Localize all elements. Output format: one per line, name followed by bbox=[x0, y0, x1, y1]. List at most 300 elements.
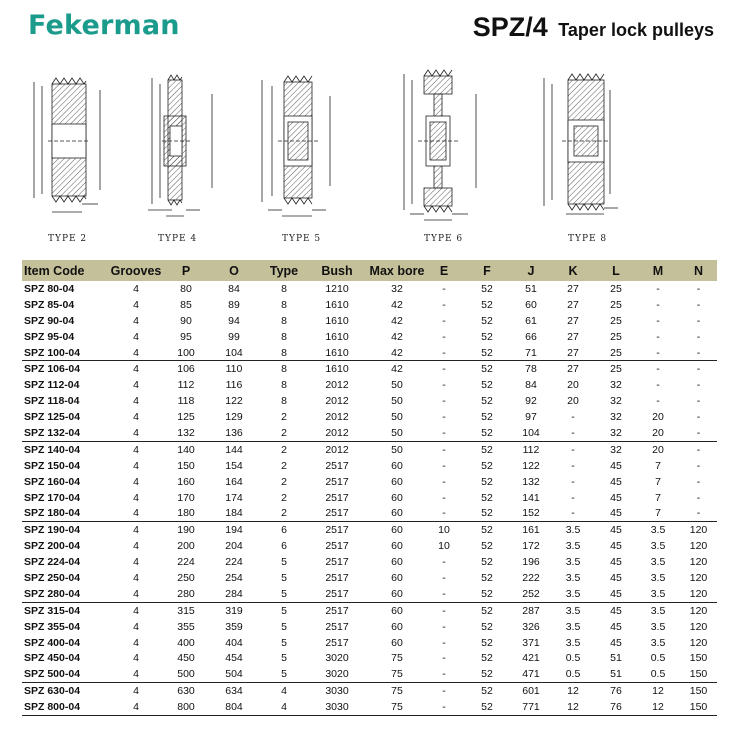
table-cell: 3.5 bbox=[565, 540, 581, 553]
table-cell: - bbox=[442, 459, 446, 472]
table-cell: 52 bbox=[462, 441, 512, 457]
type-8-label: TYPE 8 bbox=[568, 234, 608, 244]
table-cell: 196 bbox=[522, 556, 540, 569]
table-cell: 118 bbox=[177, 395, 195, 408]
table-cell: 184 bbox=[225, 507, 243, 520]
table-cell: 804 bbox=[206, 699, 262, 715]
table-cell: 42 bbox=[391, 298, 403, 311]
table-cell: 60 bbox=[391, 459, 403, 472]
table-cell: 7 bbox=[655, 507, 661, 520]
table-cell: - bbox=[656, 346, 660, 359]
table-cell: 45 bbox=[610, 540, 622, 553]
table-cell: 45 bbox=[610, 571, 622, 584]
table-cell: 45 bbox=[610, 556, 622, 569]
item-code-cell: SPZ 170-04 bbox=[24, 491, 81, 504]
table-cell: 45 bbox=[610, 620, 622, 633]
table-cell: 45 bbox=[596, 602, 636, 618]
table-cell: 2517 bbox=[325, 571, 349, 584]
table-cell: - bbox=[442, 556, 446, 569]
table-cell: 7 bbox=[655, 491, 661, 504]
table-cell: 50 bbox=[368, 441, 426, 457]
table-cell: 25 bbox=[596, 361, 636, 377]
table-cell: 52 bbox=[462, 522, 512, 538]
table-cell: - bbox=[656, 379, 660, 392]
table-cell: 4 bbox=[106, 522, 166, 538]
table-cell: 5 bbox=[281, 556, 287, 569]
table-row bbox=[22, 522, 717, 538]
type-5-label: TYPE 5 bbox=[282, 234, 322, 244]
table-cell: 60 bbox=[391, 636, 403, 649]
table-cell: 164 bbox=[225, 475, 243, 488]
table-cell: - bbox=[442, 587, 446, 600]
table-row bbox=[22, 635, 717, 651]
table-cell: - bbox=[696, 507, 701, 520]
item-code-cell: SPZ 355-04 bbox=[24, 620, 81, 633]
table-cell: 4 bbox=[262, 683, 306, 699]
table-cell: 50 bbox=[391, 379, 403, 392]
table-cell: 2517 bbox=[325, 491, 349, 504]
table-cell: 1610 bbox=[306, 361, 368, 377]
column-header: P bbox=[166, 260, 206, 281]
table-cell: 112 bbox=[177, 379, 195, 392]
table-cell: 8 bbox=[281, 346, 287, 359]
table-cell: 8 bbox=[281, 330, 287, 343]
table-cell: 222 bbox=[522, 571, 540, 584]
table-cell: 42 bbox=[391, 346, 403, 359]
column-header: Item Code bbox=[22, 260, 106, 281]
table-cell: - bbox=[656, 330, 660, 343]
item-code-cell: SPZ 630-04 bbox=[22, 683, 106, 699]
column-header: M bbox=[636, 260, 680, 281]
table-cell: 150 bbox=[680, 683, 717, 699]
table-cell: - bbox=[696, 395, 701, 408]
table-cell: - bbox=[696, 379, 701, 392]
table-cell: - bbox=[442, 411, 446, 424]
table-cell: 99 bbox=[228, 330, 240, 343]
table-cell: 5 bbox=[281, 668, 287, 681]
table-cell: 45 bbox=[610, 475, 622, 488]
table-cell: 120 bbox=[680, 522, 717, 538]
table-cell: - bbox=[656, 314, 660, 327]
table-cell: 471 bbox=[522, 668, 540, 681]
table-cell: 106 bbox=[166, 361, 206, 377]
table-cell: 4 bbox=[133, 395, 139, 408]
table-cell: 8 bbox=[281, 379, 287, 392]
table-cell: 27 bbox=[567, 330, 579, 343]
type-8-drawing bbox=[544, 74, 618, 214]
item-code-cell: SPZ 224-04 bbox=[24, 556, 81, 569]
table-row bbox=[22, 505, 717, 521]
table-cell: 32 bbox=[610, 379, 622, 392]
item-code-cell: SPZ 250-04 bbox=[24, 571, 81, 584]
table-cell: 52 bbox=[481, 411, 493, 424]
table-row bbox=[22, 458, 717, 474]
item-code-cell: SPZ 160-04 bbox=[24, 475, 81, 488]
table-cell: 8 bbox=[281, 282, 287, 295]
table-cell: 5 bbox=[281, 620, 287, 633]
type-2-drawing bbox=[34, 78, 100, 212]
table-cell: 5 bbox=[281, 652, 287, 665]
table-cell: 170 bbox=[177, 491, 195, 504]
table-cell: 0.5 bbox=[650, 668, 666, 681]
table-cell: 20 bbox=[652, 411, 664, 424]
table-cell: 52 bbox=[462, 361, 512, 377]
table-cell: - bbox=[442, 652, 446, 665]
table-cell: 52 bbox=[481, 459, 493, 472]
table-cell: 3.5 bbox=[565, 556, 581, 569]
table-cell: - bbox=[426, 361, 462, 377]
table-cell: 280 bbox=[177, 587, 195, 600]
table-cell: 94 bbox=[228, 314, 240, 327]
brand-logo: Fekerman bbox=[28, 10, 180, 41]
table-cell: 150 bbox=[177, 459, 195, 472]
table-cell: 95 bbox=[180, 330, 192, 343]
table-cell: 355 bbox=[177, 620, 195, 633]
table-cell: 4 bbox=[133, 459, 139, 472]
table-cell: 50 bbox=[391, 426, 403, 439]
table-cell: 3.5 bbox=[565, 636, 581, 649]
table-cell: - bbox=[442, 620, 446, 633]
table-cell: 84 bbox=[228, 282, 240, 295]
table-cell: - bbox=[426, 441, 462, 457]
table-cell: 4 bbox=[133, 507, 139, 520]
table-row bbox=[22, 650, 717, 666]
table-cell: - bbox=[442, 491, 446, 504]
type-4-drawing bbox=[148, 75, 212, 216]
table-row bbox=[22, 329, 717, 345]
table-cell: - bbox=[426, 602, 462, 618]
table-cell: 5 bbox=[281, 636, 287, 649]
table-cell: 4 bbox=[133, 636, 139, 649]
table-cell: 1610 bbox=[325, 346, 349, 359]
item-code-cell: SPZ 80-04 bbox=[24, 282, 75, 295]
table-cell: 45 bbox=[610, 587, 622, 600]
table-cell: 284 bbox=[225, 587, 243, 600]
table-cell: 32 bbox=[596, 441, 636, 457]
column-header: J bbox=[512, 260, 550, 281]
table-cell: - bbox=[442, 346, 446, 359]
table-cell: 4 bbox=[106, 361, 166, 377]
item-code-cell: SPZ 190-04 bbox=[22, 522, 106, 538]
table-cell: 140 bbox=[166, 441, 206, 457]
table-cell: 2 bbox=[262, 441, 306, 457]
column-header: E bbox=[426, 260, 462, 281]
table-cell: 32 bbox=[610, 411, 622, 424]
table-cell: 190 bbox=[166, 522, 206, 538]
item-code-cell: SPZ 118-04 bbox=[24, 395, 80, 408]
table-cell: 45 bbox=[610, 636, 622, 649]
type-6-label: TYPE 6 bbox=[424, 234, 464, 244]
table-cell: 89 bbox=[228, 298, 240, 311]
table-cell: 3030 bbox=[306, 699, 368, 715]
table-cell: 76 bbox=[596, 683, 636, 699]
type-2-label: TYPE 2 bbox=[48, 234, 88, 244]
table-cell: 4 bbox=[133, 540, 139, 553]
table-cell: - bbox=[442, 330, 446, 343]
table-cell: 141 bbox=[522, 491, 540, 504]
table-cell: 3020 bbox=[325, 652, 349, 665]
table-cell: 1210 bbox=[325, 282, 349, 295]
table-cell: 2012 bbox=[306, 441, 368, 457]
table-cell: - bbox=[696, 426, 701, 439]
table-cell: 27 bbox=[567, 346, 579, 359]
table-cell: 75 bbox=[391, 668, 403, 681]
table-cell: 60 bbox=[391, 475, 403, 488]
table-cell: 2517 bbox=[306, 602, 368, 618]
table-cell: - bbox=[442, 314, 446, 327]
table-cell: 112 bbox=[512, 441, 550, 457]
table-row bbox=[22, 699, 717, 715]
column-header: N bbox=[680, 260, 717, 281]
table-row bbox=[22, 393, 717, 409]
table-cell: 3.5 bbox=[650, 556, 666, 569]
table-cell: 4 bbox=[133, 620, 139, 633]
pulley-spec-table bbox=[22, 260, 717, 716]
table-body bbox=[22, 281, 717, 716]
table-cell: 75 bbox=[368, 699, 426, 715]
table-cell: 0.5 bbox=[565, 652, 581, 665]
table-cell: 7 bbox=[655, 459, 661, 472]
table-cell: 3.5 bbox=[636, 522, 680, 538]
product-subtitle: Taper lock pulleys bbox=[558, 20, 714, 40]
table-cell: 66 bbox=[525, 330, 537, 343]
table-cell: - bbox=[680, 441, 717, 457]
table-cell: 52 bbox=[481, 556, 493, 569]
table-cell: 315 bbox=[166, 602, 206, 618]
table-cell: - bbox=[636, 361, 680, 377]
table-cell: 161 bbox=[512, 522, 550, 538]
table-cell: 84 bbox=[525, 379, 537, 392]
table-cell: 4 bbox=[262, 699, 306, 715]
table-cell: 52 bbox=[481, 426, 493, 439]
table-cell: 172 bbox=[522, 540, 540, 553]
table-cell: 152 bbox=[522, 507, 540, 520]
table-cell: 4 bbox=[133, 491, 139, 504]
item-code-cell: SPZ 150-04 bbox=[24, 459, 81, 472]
table-cell: 10 bbox=[438, 540, 450, 553]
table-cell: 32 bbox=[610, 426, 622, 439]
table-cell: 78 bbox=[512, 361, 550, 377]
table-cell: 125 bbox=[177, 411, 195, 424]
table-cell: 194 bbox=[206, 522, 262, 538]
table-row bbox=[22, 425, 717, 441]
table-cell: 3.5 bbox=[650, 620, 666, 633]
table-cell: 71 bbox=[525, 346, 537, 359]
table-cell: 6 bbox=[262, 522, 306, 538]
table-cell: 400 bbox=[177, 636, 195, 649]
table-row bbox=[22, 313, 717, 329]
table-cell: - bbox=[426, 683, 462, 699]
table-cell: - bbox=[442, 426, 446, 439]
table-row bbox=[22, 474, 717, 490]
table-cell: 3030 bbox=[306, 683, 368, 699]
table-cell: 8 bbox=[281, 298, 287, 311]
table-cell: 5 bbox=[262, 602, 306, 618]
table-cell: 504 bbox=[225, 668, 243, 681]
column-header: Type bbox=[262, 260, 306, 281]
table-cell: 51 bbox=[610, 668, 622, 681]
table-cell: 25 bbox=[610, 314, 622, 327]
table-cell: 630 bbox=[166, 683, 206, 699]
table-cell: - bbox=[656, 298, 660, 311]
table-cell: 52 bbox=[481, 475, 493, 488]
table-cell: 45 bbox=[610, 491, 622, 504]
item-code-cell: SPZ 112-04 bbox=[24, 379, 80, 392]
table-cell: 52 bbox=[481, 330, 493, 343]
table-cell: 5 bbox=[281, 571, 287, 584]
table-cell: 3.5 bbox=[550, 602, 596, 618]
table-cell: 120 bbox=[680, 602, 717, 618]
item-code-cell: SPZ 280-04 bbox=[24, 587, 81, 600]
table-cell: 50 bbox=[391, 395, 403, 408]
table-cell: 52 bbox=[481, 636, 493, 649]
table-cell: 2 bbox=[281, 507, 287, 520]
table-cell: 12 bbox=[636, 683, 680, 699]
table-row bbox=[22, 297, 717, 313]
table-row bbox=[22, 570, 717, 586]
table-cell: 224 bbox=[177, 556, 195, 569]
item-code-cell: SPZ 95-04 bbox=[24, 330, 75, 343]
table-cell: 136 bbox=[225, 426, 243, 439]
table-cell: 45 bbox=[610, 459, 622, 472]
table-cell: 60 bbox=[391, 620, 403, 633]
table-cell: 4 bbox=[133, 346, 139, 359]
table-cell: 2517 bbox=[325, 620, 349, 633]
table-cell: 0.5 bbox=[650, 652, 666, 665]
table-cell: 60 bbox=[391, 556, 403, 569]
table-cell: - bbox=[571, 491, 575, 504]
table-cell: 25 bbox=[610, 330, 622, 343]
table-cell: 10 bbox=[426, 522, 462, 538]
table-cell: 92 bbox=[525, 395, 537, 408]
table-cell: 42 bbox=[391, 330, 403, 343]
table-cell: 120 bbox=[689, 556, 708, 569]
table-cell: 122 bbox=[225, 395, 243, 408]
table-cell: 3.5 bbox=[636, 602, 680, 618]
table-cell: 60 bbox=[391, 587, 403, 600]
table-cell: 2517 bbox=[325, 475, 349, 488]
table-cell: 2517 bbox=[325, 587, 349, 600]
table-cell: 2 bbox=[281, 459, 287, 472]
item-code-cell: SPZ 200-04 bbox=[24, 540, 81, 553]
table-cell: 2517 bbox=[325, 636, 349, 649]
table-cell: 3020 bbox=[325, 668, 349, 681]
table-cell: 2 bbox=[281, 475, 287, 488]
pulley-diagrams bbox=[0, 64, 750, 254]
table-cell: 27 bbox=[567, 298, 579, 311]
table-cell: 76 bbox=[596, 699, 636, 715]
table-cell: 60 bbox=[391, 507, 403, 520]
table-cell: 3.5 bbox=[550, 522, 596, 538]
table-row bbox=[22, 666, 717, 682]
table-cell: 60 bbox=[368, 522, 426, 538]
table-cell: 4 bbox=[133, 426, 139, 439]
table-cell: 2517 bbox=[325, 540, 349, 553]
table-cell: 120 bbox=[689, 587, 708, 600]
table-cell: 60 bbox=[391, 540, 403, 553]
table-cell: 4 bbox=[133, 652, 139, 665]
table-cell: 52 bbox=[462, 683, 512, 699]
table-row bbox=[22, 361, 717, 377]
table-cell: 150 bbox=[689, 652, 708, 665]
table-cell: 42 bbox=[368, 361, 426, 377]
item-code-cell: SPZ 132-04 bbox=[24, 426, 81, 439]
table-row bbox=[22, 281, 717, 297]
table-cell: - bbox=[696, 346, 701, 359]
table-cell: 51 bbox=[610, 652, 622, 665]
table-cell: 359 bbox=[225, 620, 243, 633]
table-cell: - bbox=[426, 699, 462, 715]
column-header: Max bore bbox=[368, 260, 426, 281]
type-4-label: TYPE 4 bbox=[158, 234, 198, 244]
table-cell: 4 bbox=[133, 298, 139, 311]
table-cell: 4 bbox=[133, 282, 139, 295]
table-cell: 12 bbox=[550, 683, 596, 699]
column-header: F bbox=[462, 260, 512, 281]
table-cell: 116 bbox=[225, 379, 243, 392]
type-6-drawing bbox=[404, 70, 476, 220]
table-cell: 326 bbox=[522, 620, 540, 633]
table-cell: 52 bbox=[481, 540, 493, 553]
table-cell: 3.5 bbox=[650, 571, 666, 584]
table-cell: - bbox=[442, 636, 446, 649]
table-cell: 3.5 bbox=[650, 587, 666, 600]
table-cell: 52 bbox=[481, 314, 493, 327]
table-cell: 120 bbox=[689, 620, 708, 633]
table-cell: 601 bbox=[512, 683, 550, 699]
table-cell: 2 bbox=[281, 411, 287, 424]
table-cell: 421 bbox=[522, 652, 540, 665]
table-cell: 25 bbox=[610, 282, 622, 295]
product-code: SPZ/4 bbox=[472, 12, 548, 42]
item-code-cell: SPZ 180-04 bbox=[24, 507, 81, 520]
table-cell: 32 bbox=[610, 395, 622, 408]
table-cell: 45 bbox=[610, 507, 622, 520]
table-cell: 12 bbox=[636, 699, 680, 715]
table-cell: - bbox=[442, 379, 446, 392]
table-row bbox=[22, 619, 717, 635]
table-cell: 3.5 bbox=[565, 587, 581, 600]
table-cell: - bbox=[571, 507, 575, 520]
table-cell: - bbox=[656, 282, 660, 295]
table-row bbox=[22, 409, 717, 425]
table-cell: - bbox=[442, 475, 446, 488]
table-cell: 52 bbox=[481, 668, 493, 681]
table-cell: 1610 bbox=[325, 298, 349, 311]
table-cell: 52 bbox=[481, 395, 493, 408]
table-cell: - bbox=[696, 411, 701, 424]
table-cell: 224 bbox=[225, 556, 243, 569]
table-cell: 319 bbox=[206, 602, 262, 618]
table-cell: 129 bbox=[225, 411, 243, 424]
table-cell: 250 bbox=[177, 571, 195, 584]
table-cell: 60 bbox=[368, 602, 426, 618]
table-cell: 150 bbox=[689, 668, 708, 681]
table-cell: 252 bbox=[522, 587, 540, 600]
table-cell: 51 bbox=[525, 282, 537, 295]
table-cell: 52 bbox=[481, 507, 493, 520]
table-cell: 12 bbox=[550, 699, 596, 715]
column-header: K bbox=[550, 260, 596, 281]
table-cell: 97 bbox=[525, 411, 537, 424]
table-cell: 404 bbox=[225, 636, 243, 649]
table-cell: 8 bbox=[281, 314, 287, 327]
table-cell: 634 bbox=[206, 683, 262, 699]
table-cell: 75 bbox=[368, 683, 426, 699]
table-cell: 3.5 bbox=[650, 540, 666, 553]
item-code-cell: SPZ 140-04 bbox=[22, 441, 106, 457]
table-cell: - bbox=[442, 507, 446, 520]
